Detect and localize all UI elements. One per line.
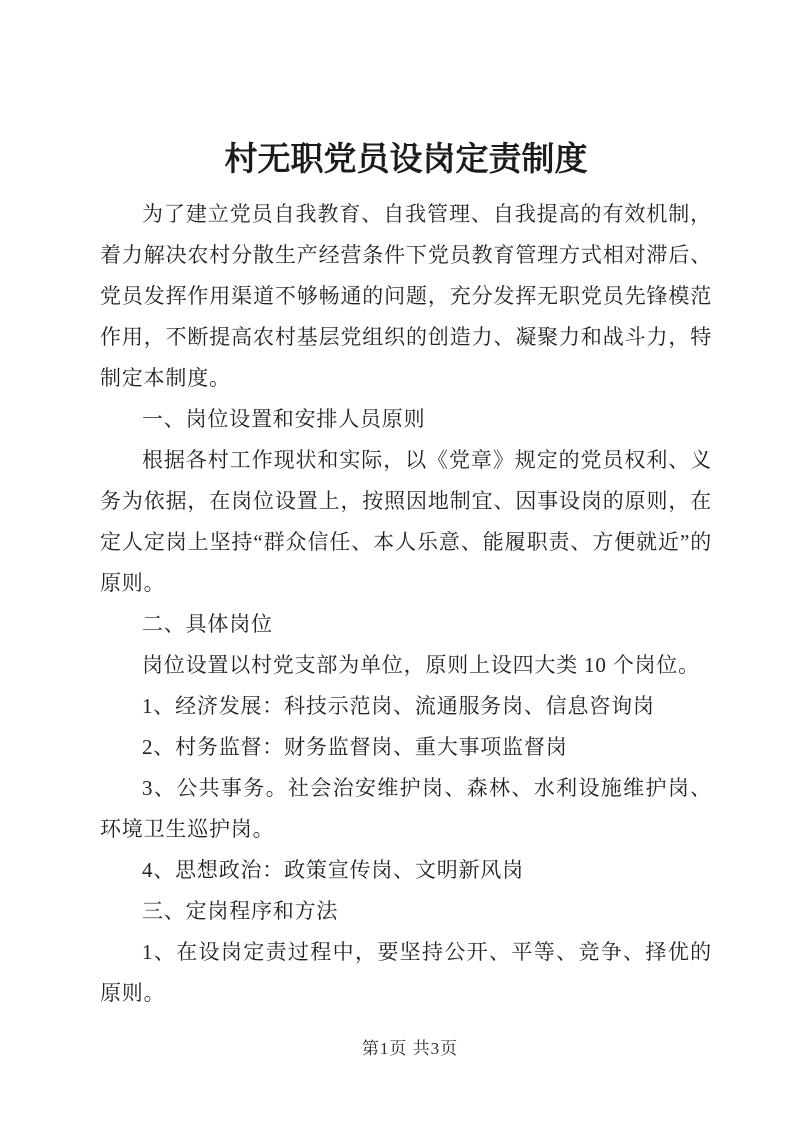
page-footer bbox=[100, 1036, 720, 1062]
paragraph: 1、在设岗定责过程中，要坚持公开、平等、竞争、择优的原则。 bbox=[100, 940, 712, 1005]
paragraph: 岗位设置以村党支部为单位，原则上设四大类 10 个岗位。 bbox=[142, 653, 700, 677]
document-content bbox=[100, 136, 712, 1014]
paragraph: 根据各村工作现状和实际，以《党章》规定的党员权利、义务为依据，在岗位设置上，按照因地制宜、因事设岗的原则，在定人定岗上坚持“群众信任、本人乐意、能履职责、方便就近”的原则。 bbox=[100, 448, 712, 595]
paragraph: 三、定岗程序和方法 bbox=[142, 899, 339, 923]
paragraph: 2、村务监督：财务监督岗、重大事项监督岗 bbox=[142, 735, 568, 759]
paragraph: 1、经济发展：科技示范岗、流通服务岗、信息咨询岗 bbox=[142, 694, 655, 718]
paragraph: 3、公共事务。社会治安维护岗、森林、水利设施维护岗、环境卫生巡护岗。 bbox=[100, 776, 712, 841]
document-title: 村无职党员设岗定责制度 bbox=[224, 142, 588, 178]
document-body bbox=[100, 194, 712, 1014]
paragraph: 为了建立党员自我教育、自我管理、自我提高的有效机制，着力解决农村分散生产经营条件下党员教育管理方式相对滞后、党员发挥作用渠道不够畅通的问题，充分发挥无职党员先锋模范作用，不断提高农村基层党组织的创造力、凝聚力和战斗力，特制定本制度。 bbox=[100, 202, 712, 390]
page-number-label: 第1页 共3页 bbox=[361, 1039, 459, 1058]
paragraph: 一、岗位设置和安排人员原则 bbox=[142, 407, 426, 431]
paragraph: 4、思想政治：政策宣传岗、文明新风岗 bbox=[142, 858, 524, 882]
paragraph: 二、具体岗位 bbox=[142, 612, 273, 636]
